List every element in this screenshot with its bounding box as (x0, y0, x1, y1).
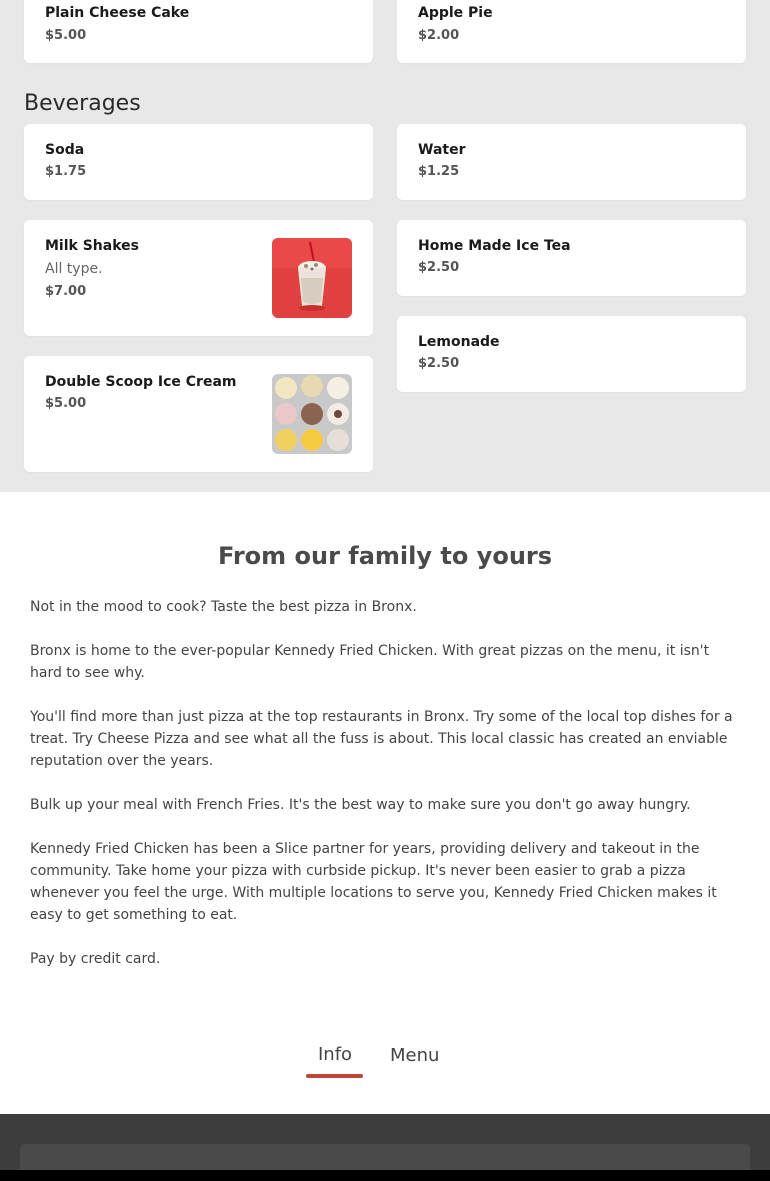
tab-info[interactable]: Info (318, 1044, 353, 1065)
info-paragraph: Not in the mood to cook? Taste the best pizza in Bronx. (30, 599, 417, 615)
footer-bottom-bar (0, 1170, 770, 1181)
item-price: $2.00 (418, 28, 460, 43)
item-price: $1.25 (418, 164, 460, 179)
info-section (0, 492, 770, 1114)
item-price: $2.50 (418, 356, 460, 371)
item-price: $1.75 (45, 164, 87, 179)
item-name: Plain Cheese Cake (45, 5, 190, 21)
info-body (30, 596, 742, 992)
footer (0, 1114, 770, 1181)
item-name: Apple Pie (418, 5, 493, 21)
menu-item-apple-pie[interactable] (397, 0, 746, 63)
item-price: $5.00 (45, 396, 87, 411)
milkshake-photo (272, 238, 352, 318)
menu-item-plain-cheese-cake[interactable] (24, 0, 373, 63)
menu-item-lemonade[interactable] (397, 316, 746, 392)
item-name: Double Scoop Ice Cream (45, 374, 237, 390)
menu-section (0, 0, 770, 492)
menu-item-double-scoop-ice-cream[interactable] (24, 356, 373, 472)
menu-item-water[interactable] (397, 124, 746, 200)
menu-item-home-made-ice-tea[interactable] (397, 220, 746, 296)
info-paragraph: Bulk up your meal with French Fries. It's the best way to make sure you don't go away hungry. (30, 797, 691, 813)
item-description: All type. (45, 261, 103, 277)
item-price: $2.50 (418, 260, 460, 275)
item-name: Soda (45, 142, 85, 158)
item-name: Home Made Ice Tea (418, 238, 571, 254)
menu-item-milk-shakes[interactable] (24, 220, 373, 336)
active-tab-indicator (306, 1074, 363, 1078)
item-name: Lemonade (418, 334, 500, 350)
info-paragraph: Pay by credit card. (30, 951, 161, 967)
bottom-tab-bar (0, 1044, 770, 1084)
info-paragraph: You'll find more than just pizza at the top restaurants in Bronx. Try some of the local top dishes for a treat. Try Cheese Pizza and see what all the fuss is about. This local classic has created an enviable reputation over the years. (30, 709, 733, 769)
item-name: Water (418, 142, 466, 158)
item-price: $7.00 (45, 284, 87, 299)
item-name: Milk Shakes (45, 238, 139, 254)
tab-menu[interactable]: Menu (390, 1045, 440, 1066)
info-paragraph: Bronx is home to the ever-popular Kennedy Fried Chicken. With great pizzas on the menu, it isn't hard to see why. (30, 643, 710, 681)
info-paragraph: Kennedy Fried Chicken has been a Slice partner for years, providing delivery and takeout in the community. Take home your pizza with curbside pickup. It's never been easier to grab a pizza whenever you feel the urge. With multiple locations to serve you, Kennedy Fried Chicken makes it easy to get something to eat. (30, 841, 717, 923)
section-title-beverages: Beverages (24, 91, 141, 116)
menu-item-soda[interactable] (24, 124, 373, 200)
info-heading: From our family to yours (217, 542, 553, 570)
item-price: $5.00 (45, 28, 87, 43)
ice-cream-photo (272, 374, 352, 454)
